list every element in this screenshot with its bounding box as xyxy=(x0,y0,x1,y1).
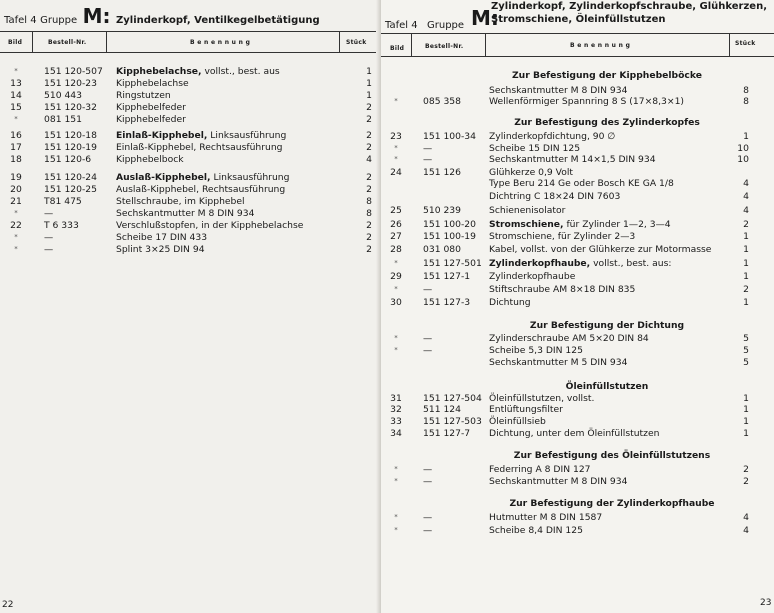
row-benennung-text: Dichtung xyxy=(489,297,531,308)
left-page xyxy=(0,0,381,613)
row-benennung xyxy=(489,85,627,96)
row-bild: 16 xyxy=(10,130,22,141)
row-benennung-text: Kipphebelfeder xyxy=(116,114,186,125)
row-bestell-nr: 151 127-7 xyxy=(423,428,471,439)
row-stueck: 4 xyxy=(743,525,749,536)
row-bestell-nr: 151 127-503 xyxy=(423,416,482,427)
row-bild: 23 xyxy=(390,131,402,142)
row-bild: * xyxy=(394,144,398,152)
row-benennung-text: Scheibe 8,4 DIN 125 xyxy=(489,525,583,536)
row-bild: 14 xyxy=(10,90,22,101)
row-benennung xyxy=(489,96,684,107)
row-stueck: 4 xyxy=(366,154,372,165)
row-bild: 26 xyxy=(390,219,402,230)
row-bestell-nr: 151 120-25 xyxy=(44,184,97,195)
row-stueck: 10 xyxy=(737,154,749,165)
row-benennung-text: Einlaß-Kipphebel, Rechtsausführung xyxy=(116,142,283,153)
row-bestell-nr: 151 100-34 xyxy=(423,131,476,142)
row-bild: * xyxy=(394,155,398,163)
row-benennung xyxy=(489,512,602,523)
row-benennung xyxy=(116,78,189,89)
row-benennung-text: Auslaß-Kipphebel, Rechtsausführung xyxy=(116,184,286,195)
row-bild: * xyxy=(394,334,398,342)
right-col-divider xyxy=(729,33,730,56)
right-col-stueck: Stück xyxy=(735,40,756,47)
row-stueck: 1 xyxy=(743,271,749,282)
row-benennung-text: Hutmutter M 8 DIN 1587 xyxy=(489,512,603,523)
row-benennung-text: Dichtung, unter dem Öleinfüllstutzen xyxy=(489,428,660,439)
row-stueck: 2 xyxy=(743,476,749,487)
left-tafel: Tafel 4 xyxy=(4,15,37,26)
row-benennung-text: Zylinderkopfdichtung, 90 ∅ xyxy=(489,131,616,142)
row-stueck: 5 xyxy=(743,357,749,368)
row-stueck: 1 xyxy=(743,297,749,308)
row-bild: * xyxy=(14,233,18,241)
row-benennung-text: Kipphebelbock xyxy=(116,154,184,165)
row-benennung-bold: Einlaß-Kipphebel, xyxy=(116,130,208,141)
row-stueck: 8 xyxy=(366,208,372,219)
row-benennung-text: Stellschraube, im Kipphebel xyxy=(116,196,245,207)
row-bestell-nr: 151 100-19 xyxy=(423,231,476,242)
right-page xyxy=(381,0,774,613)
row-stueck: 1 xyxy=(743,131,749,142)
row-bestell-nr: 151 120-18 xyxy=(44,130,97,141)
left-col-divider xyxy=(339,31,340,52)
row-benennung-text: Federring A 8 DIN 127 xyxy=(489,464,591,475)
row-stueck: 1 xyxy=(366,90,372,101)
left-col-divider xyxy=(32,31,33,52)
row-bild: * xyxy=(14,115,18,123)
row-bestell-nr: — xyxy=(423,154,433,165)
row-bestell-nr: 510 443 xyxy=(44,90,82,101)
row-benennung-text: Type Beru 214 Ge oder Bosch KE GA 1/8 xyxy=(489,178,674,189)
row-bestell-nr: — xyxy=(423,333,433,344)
left-page-title: Zylinderkopf, Ventilkegelbetätigung xyxy=(116,15,320,26)
row-benennung xyxy=(116,220,303,231)
left-col-benennung: B e n e n n u n g xyxy=(190,39,251,46)
row-stueck: 1 xyxy=(743,428,749,439)
row-benennung xyxy=(489,154,656,165)
row-benennung-text: Splint 3×25 DIN 94 xyxy=(116,244,205,255)
right-col-divider xyxy=(411,33,412,56)
row-stueck: 4 xyxy=(743,191,749,202)
row-benennung xyxy=(116,232,207,243)
right-gruppe-letter: M: xyxy=(471,6,499,30)
row-benennung-text: Entlüftungsfilter xyxy=(489,404,563,415)
row-benennung xyxy=(489,231,635,242)
row-benennung xyxy=(116,102,186,113)
row-benennung xyxy=(489,404,563,415)
row-bestell-nr: 031 080 xyxy=(423,244,461,255)
row-benennung-text: Scheibe 17 DIN 433 xyxy=(116,232,208,243)
row-benennung-text: Wellenförmiger Spannring 8 S (17×8,3×1) xyxy=(489,96,685,107)
row-bestell-nr: 151 127-3 xyxy=(423,297,471,308)
row-benennung xyxy=(116,154,184,165)
row-stueck: 4 xyxy=(743,205,749,216)
row-bild: 19 xyxy=(10,172,22,183)
row-bild: 24 xyxy=(390,167,402,178)
row-stueck: 1 xyxy=(366,78,372,89)
row-benennung-text: Verschlußstopfen, in der Kipphebelachse xyxy=(116,220,304,231)
row-benennung xyxy=(116,66,280,77)
row-bild: * xyxy=(394,526,398,534)
row-benennung xyxy=(489,525,583,536)
row-benennung-text: Kabel, vollst. von der Glühkerze zur Motormasse xyxy=(489,244,712,255)
row-stueck: 4 xyxy=(743,512,749,523)
row-stueck: 2 xyxy=(743,284,749,295)
row-stueck: 1 xyxy=(743,231,749,242)
row-benennung-text: Öleinfüllsieb xyxy=(489,416,546,427)
row-stueck: 2 xyxy=(366,184,372,195)
row-bild: 28 xyxy=(390,244,402,255)
row-stueck: 8 xyxy=(366,196,372,207)
row-stueck: 2 xyxy=(743,219,749,230)
row-bestell-nr: 151 120-6 xyxy=(44,154,92,165)
row-bild: * xyxy=(14,209,18,217)
row-benennung xyxy=(116,208,254,219)
row-benennung xyxy=(116,90,171,101)
row-benennung-text: vollst., best. aus: xyxy=(590,258,672,269)
row-bestell-nr: 151 127-501 xyxy=(423,258,482,269)
row-benennung-text: vollst., best. aus xyxy=(201,66,280,77)
row-benennung-text: Sechskantmutter M 8 DIN 934 xyxy=(489,85,628,96)
row-benennung-bold: Kipphebelachse, xyxy=(116,66,202,77)
row-bestell-nr: 151 127-504 xyxy=(423,393,482,404)
row-benennung xyxy=(489,345,583,356)
row-bild: * xyxy=(14,67,18,75)
row-bild: 15 xyxy=(10,102,22,113)
row-benennung xyxy=(489,143,580,154)
row-stueck: 1 xyxy=(743,244,749,255)
row-bild: * xyxy=(394,285,398,293)
row-benennung-text: Scheibe 15 DIN 125 xyxy=(489,143,581,154)
row-stueck: 2 xyxy=(366,220,372,231)
row-stueck: 1 xyxy=(743,258,749,269)
row-bild: 17 xyxy=(10,142,22,153)
row-benennung xyxy=(489,191,620,202)
row-benennung xyxy=(489,167,573,178)
row-benennung xyxy=(116,196,245,207)
row-benennung xyxy=(116,184,285,195)
row-benennung-text: Ringstutzen xyxy=(116,90,171,101)
row-bestell-nr: — xyxy=(423,512,433,523)
left-header-rule-bottom xyxy=(0,52,378,53)
row-bild: * xyxy=(394,477,398,485)
row-bestell-nr: — xyxy=(423,345,433,356)
row-bestell-nr: 151 126 xyxy=(423,167,461,178)
row-stueck: 4 xyxy=(743,178,749,189)
row-benennung-text: Sechskantmutter M 8 DIN 934 xyxy=(116,208,255,219)
right-page-title-line1: Zylinderkopf, Zylinderkopfschraube, Glühkerzen, xyxy=(491,1,767,12)
row-stueck: 1 xyxy=(743,416,749,427)
right-col-nr: Bestell-Nr. xyxy=(425,43,464,50)
row-benennung xyxy=(489,333,649,344)
row-stueck: 1 xyxy=(743,404,749,415)
row-benennung-text: Zylinderschraube AM 5×20 DIN 84 xyxy=(489,333,649,344)
row-bestell-nr: — xyxy=(44,232,54,243)
row-benennung xyxy=(489,131,615,142)
row-stueck: 5 xyxy=(743,345,749,356)
row-benennung xyxy=(489,476,627,487)
row-bestell-nr: 510 239 xyxy=(423,205,461,216)
row-benennung-text: Stiftschraube AM 8×18 DIN 835 xyxy=(489,284,636,295)
left-col-bild: Bild xyxy=(8,39,23,46)
row-stueck: 10 xyxy=(737,143,749,154)
row-benennung-text: Sechskantmutter M 8 DIN 934 xyxy=(489,476,628,487)
section-heading: Zur Befestigung der Kipphebelböcke xyxy=(512,70,702,81)
section-heading: Zur Befestigung des Öleinfüllstutzens xyxy=(513,450,711,461)
row-benennung xyxy=(116,142,283,153)
right-col-bild: Bild xyxy=(390,45,405,52)
row-benennung xyxy=(489,258,671,269)
row-bestell-nr: — xyxy=(423,525,433,536)
row-benennung-text: Zylinderkopfhaube xyxy=(489,271,576,282)
row-benennung xyxy=(489,416,546,427)
row-benennung-text: Dichtring C 18×24 DIN 7603 xyxy=(489,191,621,202)
section-heading: Öleinfüllstutzen xyxy=(565,381,649,392)
right-header-rule-top xyxy=(381,33,774,34)
row-bild: 30 xyxy=(390,297,402,308)
left-col-stueck: Stück xyxy=(346,39,367,46)
row-bild: 34 xyxy=(390,428,402,439)
row-bestell-nr: 085 358 xyxy=(423,96,461,107)
row-bild: 29 xyxy=(390,271,402,282)
right-header-rule-bottom xyxy=(381,56,774,57)
row-benennung-bold: Auslaß-Kipphebel, xyxy=(116,172,211,183)
row-benennung-text: Scheibe 5,3 DIN 125 xyxy=(489,345,583,356)
row-benennung xyxy=(489,297,531,308)
row-benennung-text: für Zylinder 1—2, 3—4 xyxy=(563,219,671,230)
row-stueck: 1 xyxy=(366,66,372,77)
row-bild: 31 xyxy=(390,393,402,404)
left-col-divider xyxy=(106,31,107,52)
row-stueck: 2 xyxy=(743,464,749,475)
row-stueck: 2 xyxy=(366,114,372,125)
row-benennung xyxy=(489,271,575,282)
row-bestell-nr: 151 120-32 xyxy=(44,102,97,113)
row-bild: 20 xyxy=(10,184,22,195)
row-benennung-text: Öleinfüllstutzen, vollst. xyxy=(489,393,595,404)
row-benennung xyxy=(489,357,627,368)
row-bestell-nr: 151 127-1 xyxy=(423,271,471,282)
row-stueck: 2 xyxy=(366,130,372,141)
row-bild: * xyxy=(394,513,398,521)
left-col-nr: Bestell-Nr. xyxy=(48,39,87,46)
row-stueck: 2 xyxy=(366,172,372,183)
row-stueck: 8 xyxy=(743,96,749,107)
row-benennung xyxy=(116,130,286,141)
row-bild: 13 xyxy=(10,78,22,89)
row-benennung-text: Kipphebelfeder xyxy=(116,102,186,113)
right-gruppe: Gruppe xyxy=(427,20,465,31)
right-page-number: 23 xyxy=(760,598,772,608)
row-bild: 18 xyxy=(10,154,22,165)
row-stueck: 2 xyxy=(366,102,372,113)
row-bestell-nr: — xyxy=(423,464,433,475)
left-header-rule-top xyxy=(0,31,378,32)
row-bild: * xyxy=(394,346,398,354)
row-benennung xyxy=(489,428,659,439)
row-benennung-text: Linksausführung xyxy=(210,172,290,183)
row-bestell-nr: 151 120-23 xyxy=(44,78,97,89)
row-bild: 25 xyxy=(390,205,402,216)
section-heading: Zur Befestigung der Zylinderkopfhaube xyxy=(509,498,715,509)
row-stueck: 5 xyxy=(743,333,749,344)
row-bestell-nr: 151 120-507 xyxy=(44,66,103,77)
row-bestell-nr: 151 100-20 xyxy=(423,219,476,230)
right-col-divider xyxy=(485,33,486,56)
row-bild: 21 xyxy=(10,196,22,207)
left-page-number: 22 xyxy=(2,600,14,610)
row-bestell-nr: T81 475 xyxy=(44,196,82,207)
left-gruppe: Gruppe xyxy=(40,15,78,26)
left-gruppe-letter: M: xyxy=(82,4,111,28)
row-bestell-nr: — xyxy=(44,208,54,219)
row-stueck: 1 xyxy=(743,393,749,404)
row-benennung-text: Linksausführung xyxy=(207,130,287,141)
right-page-title-line2: Stromschiene, Öleinfüllstutzen xyxy=(491,14,666,25)
row-bestell-nr: T 6 333 xyxy=(44,220,79,231)
row-bild: 22 xyxy=(10,220,22,231)
row-stueck: 2 xyxy=(366,142,372,153)
row-benennung-bold: Stromschiene, xyxy=(489,219,564,230)
row-benennung-text: Stromschiene, für Zylinder 2—3 xyxy=(489,231,636,242)
row-bild: 27 xyxy=(390,231,402,242)
right-tafel: Tafel 4 xyxy=(385,20,418,31)
row-benennung xyxy=(489,178,674,189)
row-bild: * xyxy=(14,245,18,253)
section-heading: Zur Befestigung des Zylinderkopfes xyxy=(514,117,700,128)
row-bild: * xyxy=(394,465,398,473)
row-benennung xyxy=(489,205,565,216)
row-stueck: 2 xyxy=(366,244,372,255)
row-benennung xyxy=(489,393,594,404)
row-benennung xyxy=(489,219,671,230)
row-benennung-text: Schienenisolator xyxy=(489,205,566,216)
row-benennung xyxy=(489,244,711,255)
row-benennung-text: Glühkerze 0,9 Volt xyxy=(489,167,574,178)
row-bestell-nr: — xyxy=(423,143,433,154)
row-benennung-bold: Zylinderkopfhaube, xyxy=(489,258,591,269)
left-page-header xyxy=(4,4,320,28)
row-bild: 33 xyxy=(390,416,402,427)
right-col-benennung: B e n e n n u n g xyxy=(570,42,631,49)
row-bestell-nr: 151 120-24 xyxy=(44,172,97,183)
row-bestell-nr: — xyxy=(423,284,433,295)
row-bild: * xyxy=(394,97,398,105)
row-bestell-nr: — xyxy=(423,476,433,487)
section-heading: Zur Befestigung der Dichtung xyxy=(529,320,685,331)
row-bild: * xyxy=(394,259,398,267)
row-benennung xyxy=(489,284,635,295)
row-benennung xyxy=(489,464,591,475)
row-bild: 32 xyxy=(390,404,402,415)
row-benennung xyxy=(116,172,289,183)
row-bestell-nr: — xyxy=(44,244,54,255)
row-bestell-nr: 151 120-19 xyxy=(44,142,97,153)
row-benennung-text: Sechskantmutter M 14×1,5 DIN 934 xyxy=(489,154,656,165)
row-bestell-nr: 511 124 xyxy=(423,404,461,415)
row-benennung xyxy=(116,244,205,255)
row-benennung xyxy=(116,114,186,125)
row-bestell-nr: 081 151 xyxy=(44,114,82,125)
row-stueck: 2 xyxy=(366,232,372,243)
row-benennung-text: Kipphebelachse xyxy=(116,78,189,89)
row-stueck: 8 xyxy=(743,85,749,96)
row-benennung-text: Sechskantmutter M 5 DIN 934 xyxy=(489,357,628,368)
